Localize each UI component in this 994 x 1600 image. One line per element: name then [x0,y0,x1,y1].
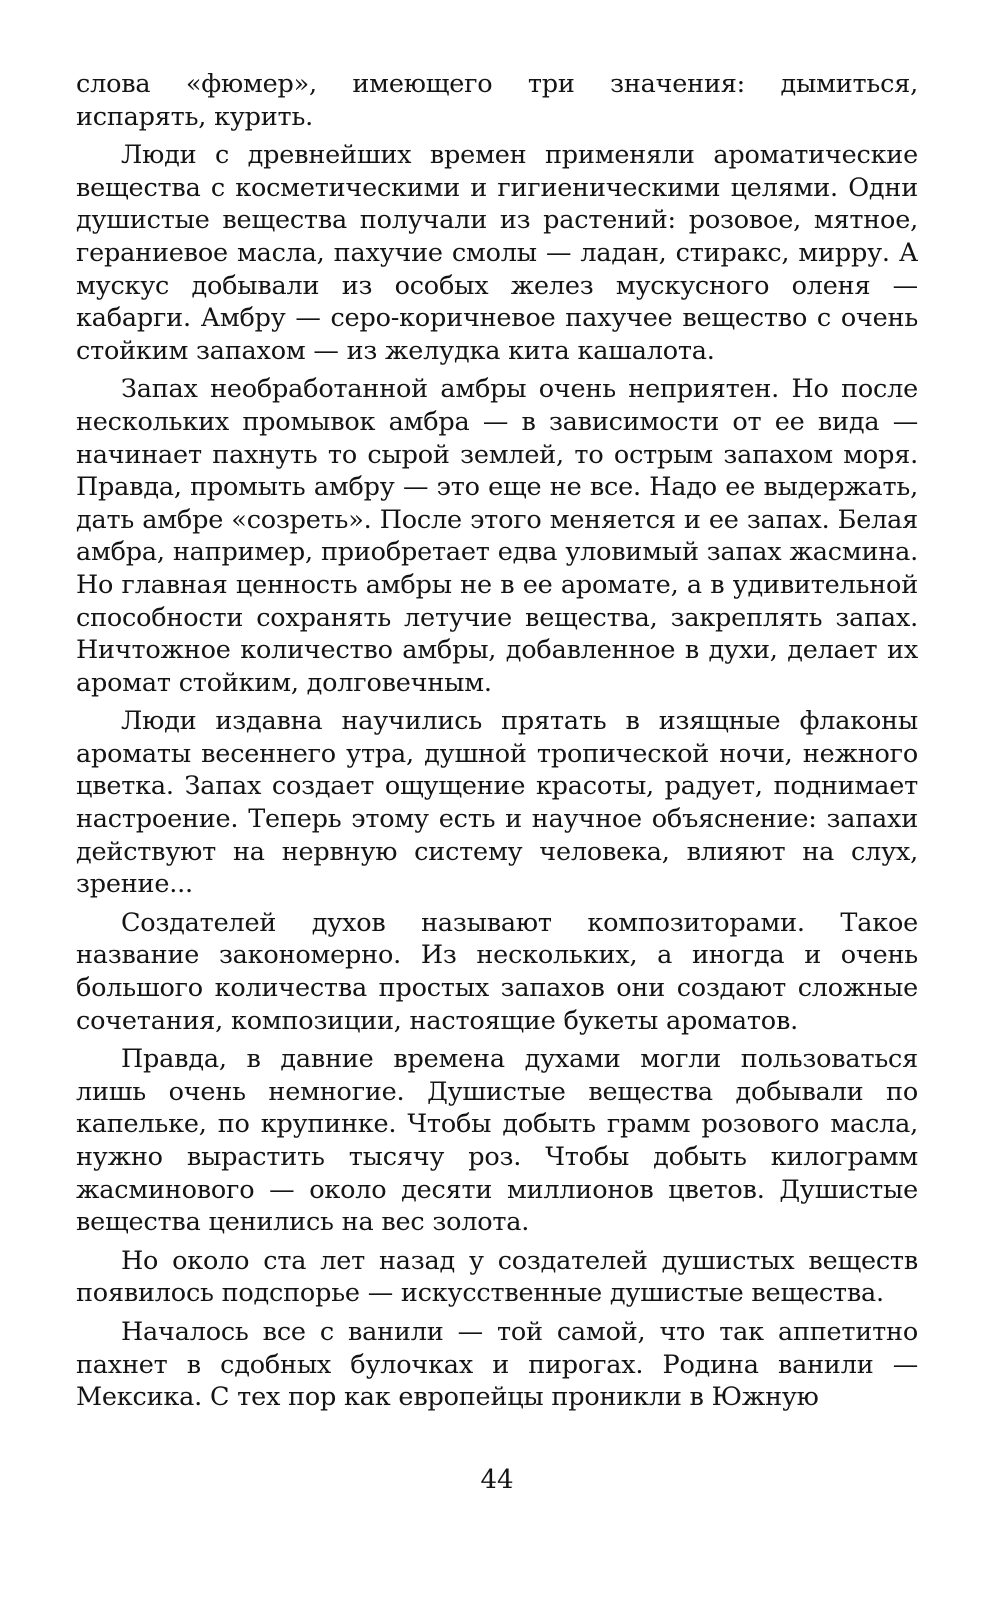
page-text [76,68,918,1420]
paragraph-3: Запах необработанной амбры очень неприятен. Но после нескольких промывок амбра — в зависимости от ее вида — начинает пахнуть то сырой землей, то острым запахом моря. Правда, промыть амбру — это еще не все. Надо ее выдержать, дать амбре «созреть». После этого меняется и ее запах. Белая амбра, например, приобретает едва уловимый запах жасмина. Но главная ценность амбры не в ее аромате, а в удивительной способности сохранять летучие вещества, закреплять запах. Ничтожное количество амбры, добавленное в духи, делает их аромат стойким, долговечным. [76,374,918,698]
page-number: 44 [480,1465,514,1495]
paragraph-1: слова «фюмер», имеющего три значения: дымиться, испарять, курить. [76,69,918,132]
paragraph-8: Началось все с ванили — той самой, что так аппетитно пахнет в сдобных булочках и пирогах. Родина ванили — Мексика. С тех пор как европейцы проникли в Южную [76,1316,918,1413]
paragraph-7: Но около ста лет назад у создателей душистых веществ появилось подспорье — искусственные душистые вещества. [76,1245,918,1309]
paragraph-4: Люди издавна научились прятать в изящные флаконы ароматы весеннего утра, душной тропической ночи, нежного цветка. Запах создает ощущение красоты, радует, поднимает настроение. Теперь этому есть и научное объяснение: запахи действуют на нервную систему человека, влияют на слух, зрение... [76,706,918,900]
paragraph-2: Люди с древнейших времен применяли ароматические вещества с косметическими и гигиеническими целями. Одни душистые вещества получали из растений: розовое, мятное, гераниевое масла, пахучие смолы — ладан, стиракс, мирру. А мускус добывали из особых желез мускусного оленя — кабарги. Амбру — серо-коричневое пахучее вещество с очень стойким запахом — из желудка кита кашалота. [76,140,918,366]
paragraph-5: Создателей духов называют композиторами. Такое название закономерно. Из нескольких, а иногда и очень большого количества простых запахов они создают сложные сочетания, композиции, настоящие букеты ароматов. [76,907,918,1036]
paragraph-6: Правда, в давние времена духами могли пользоваться лишь очень немногие. Душистые вещества добывали по капельке, по крупинке. Чтобы добыть грамм розового масла, нужно вырастить тысячу роз. Чтобы добыть килограмм жасминового — около десяти миллионов цветов. Душистые вещества ценились на вес золота. [76,1044,918,1238]
